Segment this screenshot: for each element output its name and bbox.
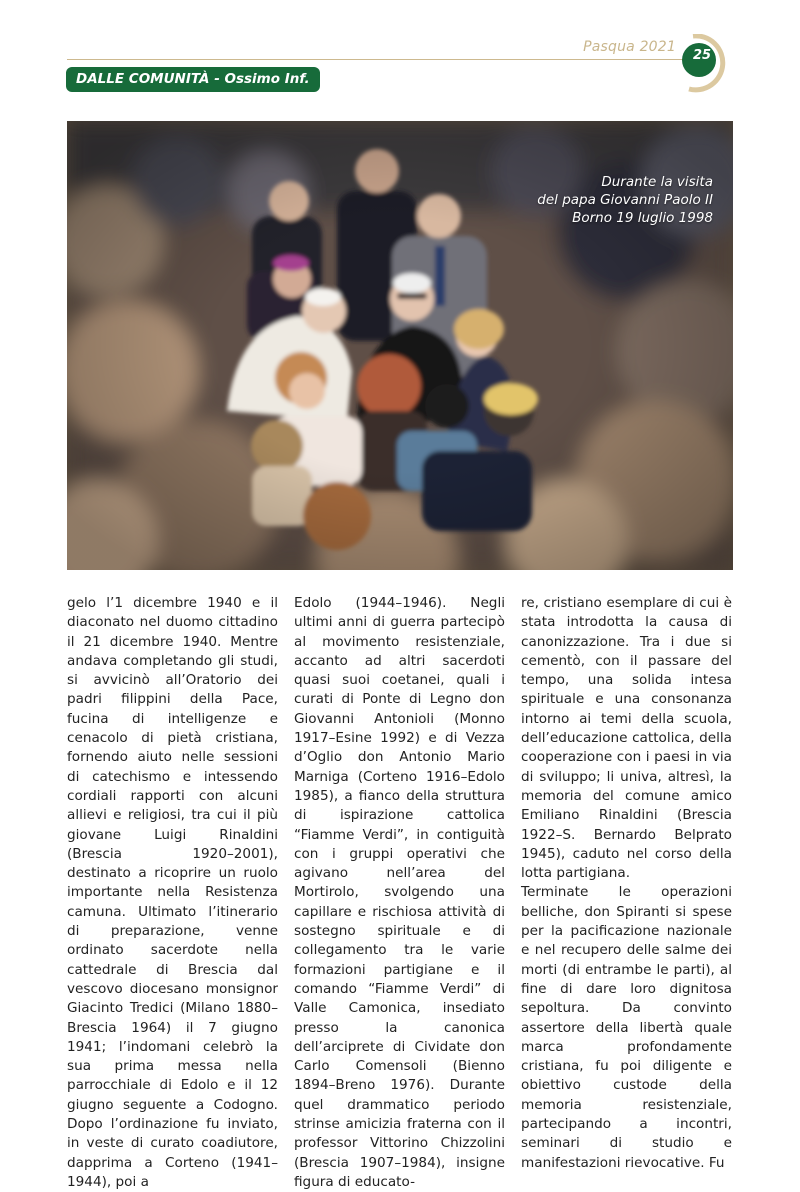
article-column-1 <box>67 594 278 1192</box>
caption-line: Durante la visita <box>601 174 713 190</box>
caption-line: del papa Giovanni Paolo II <box>537 192 713 208</box>
paragraph: Terminate le operazioni belliche, don Spiranti si spese per la pacificazione nazionale e nel recupero delle salme dei morti (di entrambe le parti), al fine di dare loro dignitosa sepoltura. Da convinto assertore della libertà quale marca profondamente cristiana, fu poi diligente e obiettivo custode della memoria resistenziale, partecipando a incontri, seminari di studio e manifestazioni rievocative. Fu <box>521 884 732 1171</box>
caption-line: Borno 19 luglio 1998 <box>572 210 713 226</box>
article-photo <box>67 121 733 570</box>
section-label: DALLE COMUNITÀ - Ossimo Inf. <box>66 67 320 92</box>
paragraph: gelo l’1 dicembre 1940 e il diaconato nel duomo cittadino il 21 dicembre 1940. Mentre andava completando gli studi, si avvicinò all’Oratorio dei padri filippini della Pace, fucina di intelligenze e cenacolo di pietà cristiana, fornendo aiuto nelle sessioni di catechismo e intessendo cordiali rapporti con alcuni allievi e religiosi, tra cui il più giovane Luigi Rinaldini (Brescia 1920–2001), destinato a ricoprire un ruolo importante nella Resistenza camuna. Ultimato l’itinerario di preparazione, venne ordinato sacerdote nella cattedrale di Brescia dal vescovo diocesano monsignor Giacinto Tredici (Milano 1880–Brescia 1964) il 7 giugno 1941; l’indomani celebrò la sua prima messa nella parrocchiale di Edolo e il 12 giugno seguente a Codogno. Dopo l’ordinazione fu inviato, in veste di curato coadiutore, dapprima a Corteno (1941–1944), poi a <box>67 595 278 1190</box>
article-column-2 <box>294 594 505 1192</box>
paragraph: re, cristiano esemplare di cui è stata introdotta la causa di canonizzazione. Tra i due si cementò, con il passare del tempo, una solida intesa spirituale e una consonanza intorno ai temi della scuola, dell’educazione cattolica, della cooperazione con i paesi in via di sviluppo; li univa, altresì, la memoria del comune amico Emiliano Rinaldini (Brescia 1922–S. Bernardo Belprato 1945), caduto nel corso della lotta partigiana. <box>521 595 732 882</box>
issue-title: Pasqua 2021 <box>583 39 676 55</box>
article-column-3 <box>521 594 732 1173</box>
header-rule <box>67 59 692 60</box>
page-number: 25 <box>692 48 712 63</box>
paragraph: Edolo (1944–1946). Negli ultimi anni di guerra partecipò al movimento resistenziale, accanto ad altri sacerdoti quasi suoi coetanei, quali i curati di Ponte di Legno don Giovanni Antonioli (Monno 1917–Esine 1992) e di Vezza d’Oglio don Antonio Mario Marniga (Corteno 1916–Edolo 1985), a fianco della struttura di ispirazione cattolica “Fiamme Verdi”, in contiguità con i gruppi operativi che agivano nell’area del Mortirolo, svolgendo una capillare e rischiosa attività di sostegno spirituale e di collegamento tra le varie formazioni partigiane e il comando “Fiamme Verdi” di Valle Camonica, insediato presso la canonica dell’arciprete di Cividate don Carlo Comensoli (Bienno 1894–Breno 1976). Durante quel drammatico periodo strinse amicizia fraterna con il professor Vittorino Chizzolini (Brescia 1907–1984), insigne figura di educato- <box>294 595 505 1190</box>
photo-caption <box>537 173 713 227</box>
